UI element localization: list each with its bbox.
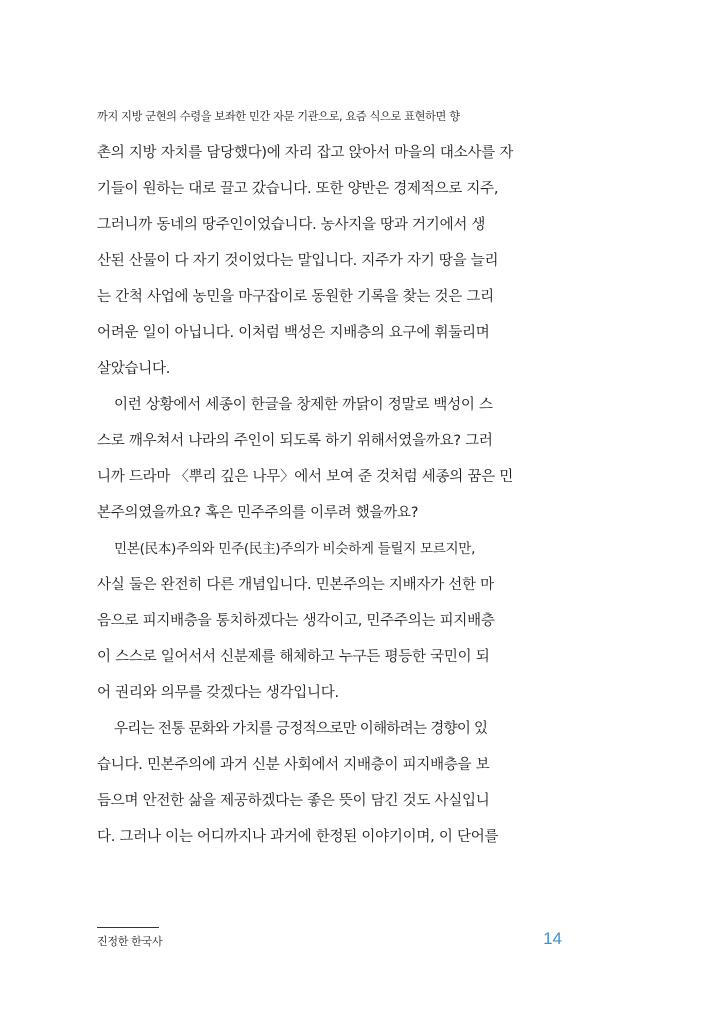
text-line: 사실 둘은 완전히 다른 개념입니다. 민본주의는 지배자가 선한 마	[97, 577, 494, 593]
paragraph-first-line: 우리는 전통 문화와 가치를 긍정적으로만 이해하려는 경향이 있	[114, 721, 488, 737]
text-line: 까지 지방 군현의 수령을 보좌한 민간 자문 기관으로, 요즘 식으로 표현하면 향	[97, 110, 460, 123]
text-line: 그러니까 동네의 땅주인이었습니다. 농사지을 땅과 거기에서 생	[97, 217, 486, 233]
text-line: 스로 깨우쳐서 나라의 주인이 되도록 하기 위해서였을까요? 그러	[97, 433, 493, 449]
text-line: 이 스스로 일어서서 신분제를 해체하고 누구든 평등한 국민이 되	[97, 649, 490, 665]
text-line: 습니다. 민본주의에 과거 신분 사회에서 지배층이 피지배층을 보	[97, 757, 490, 773]
footer-book-title: 진정한 한국사	[97, 936, 163, 948]
text-line: 본주의였을까요? 혹은 민주주의를 이루려 했을까요?	[97, 505, 419, 521]
text-line: 산된 산물이 다 자기 것이었다는 말입니다. 지주가 자기 땅을 늘리	[97, 253, 499, 269]
text-line: 다. 그러나 이는 어디까지나 과거에 한정된 이야기이며, 이 단어를	[97, 829, 499, 845]
text-line: 음으로 피지배층을 통치하겠다는 생각이고, 민주주의는 피지배층	[97, 613, 495, 629]
text-line: 듬으며 안전한 삶을 제공하겠다는 좋은 뜻이 담긴 것도 사실입니	[97, 793, 490, 809]
text-line: 는 간척 사업에 농민을 마구잡이로 동원한 기록을 찾는 것은 그리	[97, 289, 494, 305]
text-line: 촌의 지방 자치를 담당했다)에 자리 잡고 앉아서 마을의 대소사를 자	[97, 145, 514, 161]
paragraph-first-line: 이런 상황에서 세종이 한글을 창제한 까닭이 정말로 백성이 스	[114, 397, 493, 413]
text-line: 어 권리와 의무를 갖겠다는 생각입니다.	[97, 685, 339, 701]
page-number: 14	[543, 929, 562, 948]
text-line: 기들이 원하는 대로 끌고 갔습니다. 또한 양반은 경제적으로 지주,	[97, 181, 499, 197]
text-line: 니까 드라마 〈뿌리 깊은 나무〉에서 보여 준 것처럼 세종의 꿈은 민	[97, 469, 514, 485]
text-line: 어려운 일이 아닙니다. 이처럼 백성은 지배층의 요구에 휘둘리며	[97, 325, 490, 341]
footer-divider	[97, 927, 159, 928]
paragraph-first-line: 민본(民本)주의와 민주(民主)주의가 비슷하게 들릴지 모르지만,	[114, 541, 476, 557]
text-line: 살았습니다.	[97, 361, 171, 377]
